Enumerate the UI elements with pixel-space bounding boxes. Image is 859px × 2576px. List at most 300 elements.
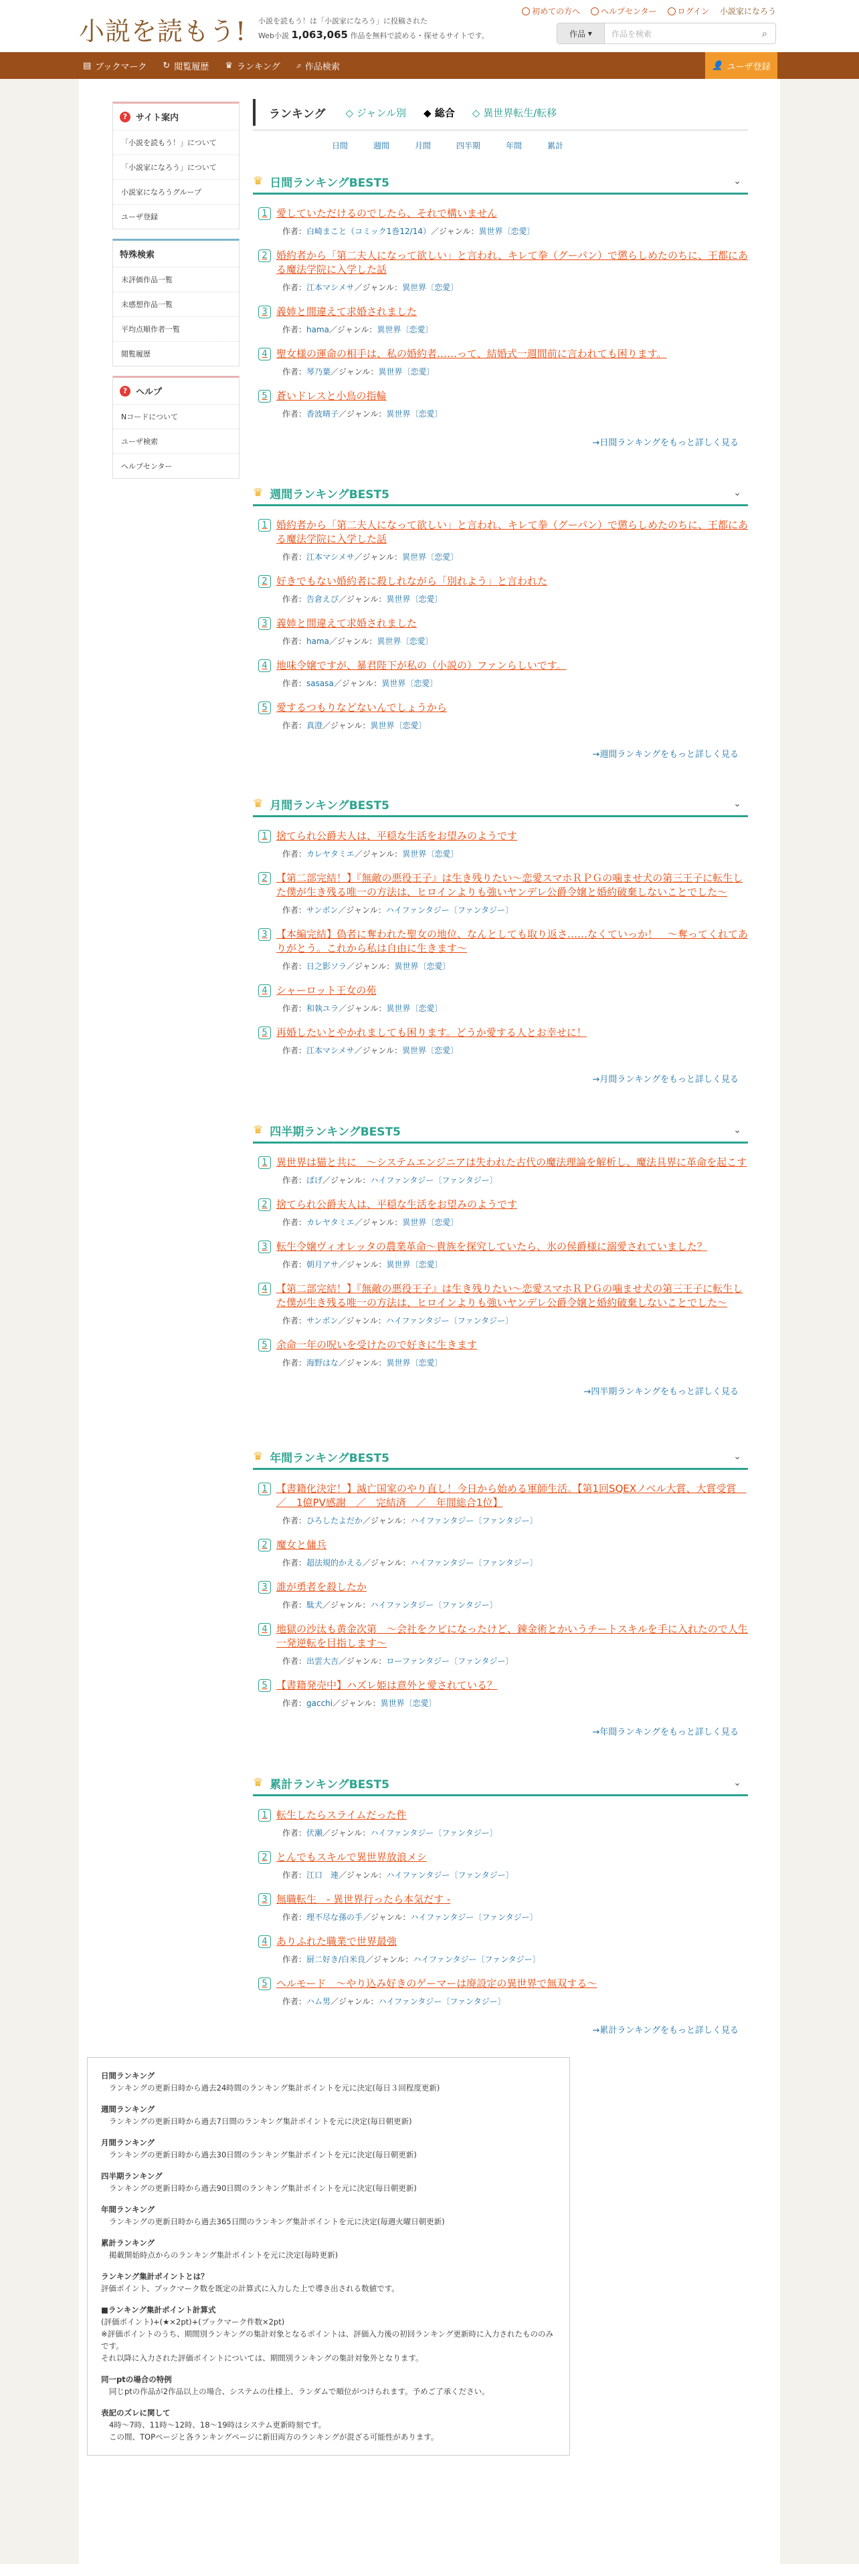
rank-badge: 4 [258,1623,271,1636]
genre-link[interactable]: ハイファンタジー〔ファンタジー〕 [370,1176,498,1185]
tab-overall[interactable]: ◆ 総合 [423,106,455,119]
genre-link[interactable]: 異世界〔恋愛〕 [380,1699,437,1708]
author-name[interactable]: 白崎まこと（コミック1巻12/14） [306,227,431,236]
novel-meta [282,1911,748,1923]
novel-title-link[interactable] [258,1282,748,1310]
crown-icon: ♛ [253,175,264,188]
novel-title-link[interactable] [258,518,748,546]
author-name[interactable]: 江本マシメサ [306,283,355,292]
novel-meta [282,324,748,335]
list-item [253,1622,748,1667]
author-label: 作者： [282,552,307,562]
crown-icon: ♛ [253,797,264,811]
section-header[interactable] [253,481,748,506]
help-heading: ランキング集計ポイントとは？ [101,2272,209,2281]
list-item [253,829,748,859]
section-header[interactable] [253,1119,748,1144]
section-header[interactable] [253,1772,748,1796]
list-item [253,1282,748,1326]
novel-meta [282,1869,748,1881]
rank-badge: 1 [258,1156,271,1169]
author-name[interactable]: gacchi [306,1699,333,1708]
novel-title[interactable]: 義姉と間違えて求婚されました [276,617,417,629]
novel-title[interactable]: 【第二部完結！】『無敵の悪役王子』は生き残りたい〜恋愛スマホＲＰＧの噛ませ犬の第三王子に転生した僕が生き残る唯一の方法は、ヒロインよりも強いヤンデレ公爵令嬢と婚約破棄しないことでした〜 [276,1283,743,1309]
more-ranking-link[interactable]: →月間ランキングをもっと詳しく見る [592,1075,739,1085]
chevron-down-icon[interactable]: ⌄ [733,1451,741,1462]
period-daily[interactable]: 日間 [332,141,349,150]
author-name[interactable]: 朝月アサ [306,1260,339,1269]
novel-title[interactable]: 【書籍発売中】ハズレ姫は意外と愛されている？ [276,1679,498,1691]
novel-title[interactable]: 再婚したいとやかれましても困ります。どうか愛する人とお幸せに！ [276,1027,587,1039]
rank-badge: 1 [258,519,271,532]
novel-title-link[interactable] [258,1580,748,1594]
search-input[interactable]: 作品を検索 [611,29,652,39]
sidebar-item-about-narou[interactable]: 「小説家になろう」について [113,155,239,180]
list-item [253,1156,748,1186]
novel-title[interactable]: 聖女様の運命の相手は、私の婚約者……って、結婚式一週間前に言われても困ります。 [276,348,667,360]
more-ranking-link[interactable]: →四半期ランキングをもっと詳しく見る [583,1387,739,1397]
genre-link[interactable]: ハイファンタジー〔ファンタジー〕 [410,1516,538,1525]
novel-title-link[interactable] [258,347,748,361]
list-item [253,1338,748,1368]
novel-meta [282,848,748,859]
genre-link[interactable]: 異世界〔恋愛〕 [377,637,434,646]
novel-title[interactable]: 捨てられ公爵夫人は、平穏な生活をお望みのようです [276,830,518,842]
author-name[interactable]: 真澄 [306,721,323,730]
novel-title[interactable]: ありふれた職業で世界最強 [276,1935,397,1947]
genre-link[interactable]: ハイファンタジー〔ファンタジー〕 [386,1870,514,1880]
help-title: ? ヘルプ [113,378,239,405]
genre-link[interactable]: 異世界〔恋愛〕 [386,1260,443,1269]
author-name[interactable]: 超法規的かえる [306,1558,363,1568]
author-name[interactable]: 駄犬 [306,1600,323,1610]
novel-title[interactable]: 【書籍化決定！】滅亡国家のやり直し！今日から始める軍師生活。【第1回SQEXノベル大賞、大賞受賞 ／ 1億PV感謝 ／ 完結済 ／ 年間総合1位】 [276,1483,747,1509]
more-ranking-link[interactable]: →年間ランキングをもっと詳しく見る [592,1727,739,1737]
rank-badge: 4 [258,1283,271,1295]
genre-label: ／ジャンル： [338,905,386,915]
novel-meta [282,960,748,972]
author-label: 作者： [282,1176,307,1185]
author-label: 作者： [282,905,307,915]
list-item [253,1240,748,1270]
novel-title-link[interactable] [258,305,748,319]
rank-badge: 5 [258,1027,271,1039]
site-header [0,0,859,52]
nav-search[interactable]: ⌕ 作品検索 [296,60,340,72]
nav-history[interactable]: ↻ 閲覧履歴 [163,60,209,72]
author-name[interactable]: 日之影ソラ [306,962,347,971]
author-label: 作者： [282,283,307,292]
genre-label: ／ジャンル： [339,1656,387,1666]
genre-label: ／ジャンル： [339,1260,387,1269]
author-label: 作者： [282,721,307,730]
info-icon [522,7,530,15]
novel-meta [282,551,748,562]
novel-title[interactable]: 婚約者から「第二夫人になって欲しい」と言われ、キレて拳（グーパン）で懲らしめたのちに、王都にある魔法学院に入学した話 [276,519,749,545]
rank-badge: 3 [258,306,271,318]
section-title: 日間ランキングBEST5 [270,176,389,190]
novel-title[interactable]: 愛するつもりなどないんでしょうから [276,702,447,714]
genre-link[interactable]: ハイファンタジー〔ファンタジー〕 [385,905,514,915]
sidebar-item-history[interactable]: 閲覧履歴 [121,350,151,358]
author-label: 作者： [282,962,307,971]
section-header[interactable] [253,1445,748,1470]
novel-title[interactable]: ヘルモード 〜やり込み好きのゲーマーは廃設定の異世界で無双する〜 [276,1977,597,1990]
register-button[interactable]: 👤 ユーザ登録 [705,52,777,79]
help-text: それ以降に入力された評価ポイントについては、期間別ランキングの集計対象外となります。 [101,2353,423,2363]
author-label: 作者： [282,637,307,646]
novel-meta [282,1216,748,1228]
novel-title-link[interactable] [258,1850,748,1864]
more-ranking-link[interactable]: →累計ランキングをもっと詳しく見る [592,2026,739,2036]
genre-link[interactable]: 異世界〔恋愛〕 [394,962,451,971]
help-heading: 年間ランキング [101,2205,155,2214]
author-label: 作者： [282,1046,307,1055]
genre-label: ／ジャンル： [330,367,379,377]
help-heading: 月間ランキング [101,2138,155,2147]
genre-link[interactable]: 異世界〔恋愛〕 [370,721,427,730]
genre-link[interactable]: 異世界〔恋愛〕 [402,1046,459,1055]
genre-link[interactable]: ハイファンタジー〔ファンタジー〕 [370,1600,498,1610]
genre-link[interactable]: ハイファンタジー〔ファンタジー〕 [378,1997,506,2006]
chevron-down-icon[interactable]: ⌄ [733,1125,741,1136]
genre-label: ／ジャンル： [329,325,377,334]
genre-label: ／ジャンル： [329,637,377,646]
nav-ranking[interactable]: ♛ ランキング [225,60,280,72]
user-icon: 👤 [712,60,723,71]
list-item [253,1580,748,1610]
sidebar-item-group[interactable]: 小説家になろうグループ [113,180,239,205]
crown-icon: ♛ [225,60,233,71]
period-total[interactable]: 累計 [547,141,564,150]
author-name[interactable]: hama [306,325,330,334]
more-ranking-link[interactable]: →週間ランキングをもっと詳しく見る [592,750,739,760]
search-category-select[interactable]: 作品 ▾ [557,23,605,43]
novel-title-link[interactable] [258,389,748,403]
genre-label: ／ジャンル： [363,1516,411,1525]
ranking-main [253,99,748,151]
novel-meta [282,1174,748,1186]
novel-meta [282,593,748,605]
crown-icon: ♛ [253,1450,264,1463]
author-label: 作者： [282,1997,307,2006]
tab-genre[interactable]: ◇ ジャンル別 [345,106,407,119]
author-name[interactable]: 香波晴子 [306,409,339,419]
genre-link[interactable]: 異世界〔恋愛〕 [386,595,443,604]
site-guide-box [112,102,240,229]
rank-badge: 4 [258,984,271,997]
help-heading: 同一ptの場合の特例 [101,2375,172,2384]
list-item [253,1679,748,1709]
novel-title-link[interactable] [258,1338,748,1352]
sidebar-item-user-search[interactable]: ユーザ検索 [113,429,239,454]
author-name[interactable]: 告倉えび [306,595,339,604]
tab-isekai[interactable]: ◇ 異世界転生/転移 [472,106,557,119]
help-heading: ■ランキング集計ポイント計算式 [101,2305,216,2315]
sidebar-item-help-center[interactable]: ヘルプセンター [121,462,173,471]
sidebar-item-ncode[interactable]: Nコードについて [113,405,239,429]
author-name[interactable]: 江本マシメサ [306,1046,355,1055]
author-name[interactable]: ぱげ [306,1176,323,1185]
genre-label: ／ジャンル： [365,1955,413,1964]
novel-title[interactable]: 転生したらスライムだった件 [276,1809,407,1821]
novel-title-link[interactable] [258,1893,748,1907]
novel-title-link[interactable] [258,1240,748,1254]
rank-badge: 1 [258,1483,271,1495]
novel-meta [282,904,748,916]
question-icon: ? [120,112,130,122]
search-bar [557,23,776,44]
novel-title[interactable]: 地獄の沙汰も黄金次第 〜会社をクビになったけど、錬金術とかいうチートスキルを手に入れたので人生一発逆転を目指します〜 [276,1623,748,1649]
novel-title-link[interactable] [258,207,748,221]
novel-title-link[interactable] [258,617,748,631]
novel-title[interactable]: 転生令嬢ヴィオレッタの農業革命〜貴族を探究していたら、氷の侯爵様に溺愛されていました？ [276,1241,707,1253]
footer-strip [0,2564,859,2576]
author-name[interactable]: hama [306,637,330,646]
help-text: 掲載開始時点からのランキング集計ポイントを元に決定(毎時更新) [109,2250,339,2260]
novel-title[interactable]: 余命一年の呪いを受けたので好きに生きます [276,1339,478,1351]
author-name[interactable]: サンボン [306,1316,339,1325]
author-label: 作者： [282,849,307,859]
novel-title-link[interactable] [258,1156,748,1170]
author-name[interactable]: 海野はな [306,1358,339,1368]
help-center-link[interactable]: ヘルプセンター [591,5,656,17]
author-name[interactable]: 江本マシメサ [306,552,355,562]
list-item [253,1977,748,2007]
rank-badge: 5 [258,1339,271,1352]
sidebar-item-no-review[interactable]: 未感想作品一覧 [113,292,239,317]
list-item [253,1893,748,1923]
genre-link[interactable]: 異世界〔恋愛〕 [402,552,459,562]
novel-title[interactable]: 蒼いドレスと小鳥の指輪 [276,390,387,402]
novel-title-link[interactable] [258,1977,748,1991]
sidebar-item-register[interactable]: ユーザ登録 [121,213,158,221]
genre-label: ／ジャンル： [354,1218,403,1227]
genre-label: ／ジャンル： [347,962,395,971]
list-item [253,871,748,916]
novel-title-link[interactable] [258,871,748,899]
special-search-title: 特殊検索 [113,241,239,267]
genre-link[interactable]: 異世界〔恋愛〕 [377,325,434,334]
author-label: 作者： [282,1558,307,1568]
author-name[interactable]: 理不尽な孫の手 [306,1913,363,1922]
help-text: 評価ポイント、ブックマーク数を既定の計算式に入力した上で導き出される数値です。 [101,2284,399,2293]
list-item [253,1198,748,1228]
list-item [253,1850,748,1881]
genre-link[interactable]: 異世界〔恋愛〕 [378,367,435,377]
period-yearly[interactable]: 年間 [506,141,522,150]
sidebar-item-about-yomou[interactable]: 「小説を読もう！」について [113,130,239,155]
novel-title[interactable]: とんでもスキルで異世界放浪メシ [276,1851,427,1863]
novel-title[interactable]: 【本編完結】偽者に奪われた聖女の地位、なんとしても取り返さ……なくていっか！ 〜奪ってくれてありがとう。これから私は自由に生きます〜 [276,928,749,954]
help-heading: 累計ランキング [101,2238,155,2248]
login-link[interactable]: ログイン [668,5,709,17]
author-name[interactable]: カレヤタミエ [306,849,355,859]
novel-title-link[interactable] [258,928,748,956]
period-monthly[interactable]: 月間 [415,141,432,150]
novel-title-link[interactable] [258,1679,748,1693]
period-tabs [332,140,748,151]
novel-title[interactable]: 【第二部完結！】『無敵の悪役王子』は生き残りたい〜恋愛スマホＲＰＧの噛ませ犬の第三王子に転生した僕が生き残る唯一の方法は、ヒロインよりも強いヤンデレ公爵令嬢と婚約破棄しないことでした〜 [276,872,743,898]
list-item [253,518,748,562]
genre-link[interactable]: ハイファンタジー〔ファンタジー〕 [413,1955,541,1964]
genre-link[interactable]: 異世界〔恋愛〕 [381,679,438,688]
novel-title[interactable]: 地味令嬢ですが、暴君陛下が私の（小説の）ファンらしいです。 [276,659,567,671]
novel-title-link[interactable] [258,984,748,998]
genre-link[interactable]: ハイファンタジー〔ファンタジー〕 [410,1558,538,1568]
novel-title[interactable]: 魔女と傭兵 [276,1539,327,1551]
chevron-down-icon[interactable]: ⌄ [733,1778,741,1788]
sidebar-item-avg-score[interactable]: 平均点順作者一覧 [113,317,239,342]
genre-label: ／ジャンル： [339,595,387,604]
novel-title-link[interactable] [258,1935,748,1949]
ranking-section [253,1772,748,2036]
novel-title-link[interactable] [258,249,748,277]
help-text: ランキングの更新日時から過去24時間のランキング集計ポイントを元に決定(毎日３回程度更新) [109,2083,440,2092]
nav-bookmark[interactable]: ▤ ブックマーク [83,60,147,72]
narou-logo-link[interactable]: 小説家になろう [719,7,776,16]
ranking-section [253,792,748,1085]
novel-title-link[interactable] [258,1808,748,1822]
genre-link[interactable]: 異世界〔恋愛〕 [386,409,443,419]
author-label: 作者： [282,1516,307,1525]
list-item [253,659,748,689]
author-label: 作者： [282,1600,307,1610]
section-title: 年間ランキングBEST5 [270,1451,389,1465]
ranking-section [253,1119,748,1397]
section-header[interactable] [253,792,748,817]
author-label: 作者： [282,595,307,604]
tagline-prefix: Web小説 [258,31,289,40]
novel-title[interactable]: 愛していただけるのでしたら、それで構いません [276,207,498,219]
genre-label: ／ジャンル： [354,1046,403,1055]
ranking-section [253,170,748,448]
novel-title[interactable]: 誰が勇者を殺したか [276,1581,367,1593]
novel-title-link[interactable] [258,1622,748,1650]
author-label: 作者： [282,1358,307,1368]
author-name[interactable]: 琴乃葉 [306,367,331,377]
sidebar-item-unrated[interactable]: 未評価作品一覧 [113,267,239,292]
author-name[interactable]: カレヤタミエ [306,1218,355,1227]
author-label: 作者： [282,1870,307,1880]
novel-title[interactable]: 義姉と間違えて求婚されました [276,306,417,318]
help-text: この間、TOPページと各ランキングページに新旧両方のランキングが混ざる可能性があります。 [109,2432,439,2442]
section-title: 四半期ランキングBEST5 [270,1125,401,1139]
author-name[interactable]: 厨二好き/白米良 [306,1955,366,1964]
chevron-down-icon[interactable]: ⌄ [733,798,741,809]
crown-icon: ♛ [253,1776,264,1790]
genre-link[interactable]: 異世界〔恋愛〕 [478,227,535,236]
author-name[interactable]: 出雲大吉 [306,1656,339,1666]
novel-title-link[interactable] [258,659,748,673]
list-item [253,984,748,1014]
history-icon: ↻ [163,60,171,71]
novel-title[interactable]: 異世界は猫と共に 〜システムエンジニアは失われた古代の魔法理論を解析し、魔法具界に革命を起こす [276,1156,747,1168]
genre-label: ／ジャンル： [333,679,382,688]
author-name[interactable]: ハム男 [306,1997,331,2006]
novel-title-link[interactable] [258,1026,748,1040]
novel-title-link[interactable] [258,1482,748,1510]
novel-title-link[interactable] [258,701,748,715]
rank-badge: 5 [258,390,271,403]
site-logo[interactable]: 小説を読もう! [79,17,247,46]
novel-meta [282,1045,748,1056]
help-text: ※評価ポイントのうち、期間別ランキングの集計対象となるポイントは、評価入力後の初回ランキング更新時に入力されたもののみです。 [101,2329,553,2351]
novel-title[interactable]: 捨てられ公爵夫人は、平穏な生活をお望みのようです [276,1198,518,1210]
novel-title-link[interactable] [258,574,748,588]
author-name[interactable]: ひろしたよだか [306,1516,363,1525]
author-name[interactable]: 和執ユラ [306,1004,339,1013]
help-text: ランキングの更新日時から過去365日間のランキング集計ポイントを元に決定(毎週火曜日朝更新) [109,2217,445,2226]
author-label: 作者： [282,1913,307,1922]
novel-title-link[interactable] [258,1538,748,1552]
list-item [253,1026,748,1056]
section-header[interactable] [253,170,748,195]
author-name[interactable]: 江口 連 [306,1870,339,1880]
author-name[interactable]: サンボン [306,905,339,915]
novel-title-link[interactable] [258,829,748,843]
genre-link[interactable]: ハイファンタジー〔ファンタジー〕 [370,1828,498,1838]
rank-badge: 3 [258,617,271,630]
author-label: 作者： [282,1260,307,1269]
genre-label: ／ジャンル： [330,1997,379,2006]
novel-title[interactable]: 無職転生 - 異世界行ったら本気だす - [276,1893,451,1905]
genre-link[interactable]: ハイファンタジー〔ファンタジー〕 [410,1913,538,1922]
help-text: 4時〜7時、11時〜12時、18〜19時はシステム更新時刻です。 [109,2420,326,2430]
chevron-down-icon[interactable]: ⌄ [733,488,741,498]
list-item [253,617,748,647]
genre-label: ／ジャンル： [354,552,403,562]
help-text: ランキングの更新日時から過去7日間のランキング集計ポイントを元に決定(毎日朝更新) [109,2117,412,2126]
period-weekly[interactable]: 週間 [373,141,390,150]
period-quarterly[interactable]: 四半期 [456,141,481,150]
ranking-section [253,481,748,760]
author-label: 作者： [282,367,307,377]
list-item [253,928,748,972]
genre-link[interactable]: 異世界〔恋愛〕 [386,1358,443,1368]
genre-link[interactable]: ハイファンタジー〔ファンタジー〕 [385,1316,514,1325]
help-heading: 日間ランキング [101,2071,155,2080]
novel-title[interactable]: 婚約者から「第二夫人になって欲しい」と言われ、キレて拳（グーパン）で懲らしめたのちに、王都にある魔法学院に入学した話 [276,249,749,276]
novel-meta [282,1357,748,1368]
novel-title[interactable]: シャーロット王女の苑 [276,984,377,996]
site-tagline [258,15,489,43]
author-label: 作者： [282,1004,307,1013]
novel-title[interactable]: 好きでもない婚約者に殺しれながら「別れよう」と言われた [276,575,548,587]
rank-badge: 1 [258,830,271,843]
content-area [79,79,780,2564]
novel-title-link[interactable] [258,1198,748,1212]
genre-link[interactable]: 異世界〔恋愛〕 [402,849,459,859]
novel-meta [282,720,748,731]
author-name[interactable]: sasasa [306,679,334,688]
genre-link[interactable]: 異世界〔恋愛〕 [386,1004,443,1013]
genre-link[interactable]: 異世界〔恋愛〕 [402,1218,459,1227]
rank-badge: 2 [258,249,271,262]
genre-label: ／ジャンル： [339,1870,387,1880]
genre-link[interactable]: ローファンタジー〔ファンタジー〕 [386,1656,514,1666]
list-item [253,207,748,237]
author-label: 作者： [282,1955,307,1964]
more-ranking-link[interactable]: →日間ランキングをもっと詳しく見る [592,438,739,448]
ranking-header [253,99,748,126]
chevron-down-icon[interactable]: ⌄ [733,176,741,187]
genre-link[interactable]: 異世界〔恋愛〕 [402,283,459,292]
crown-icon: ♛ [253,1123,264,1137]
beginner-link[interactable]: 初めての方へ [522,5,580,17]
author-name[interactable]: 伏瀬 [306,1828,323,1838]
search-icon[interactable]: ⌕ [761,27,768,39]
